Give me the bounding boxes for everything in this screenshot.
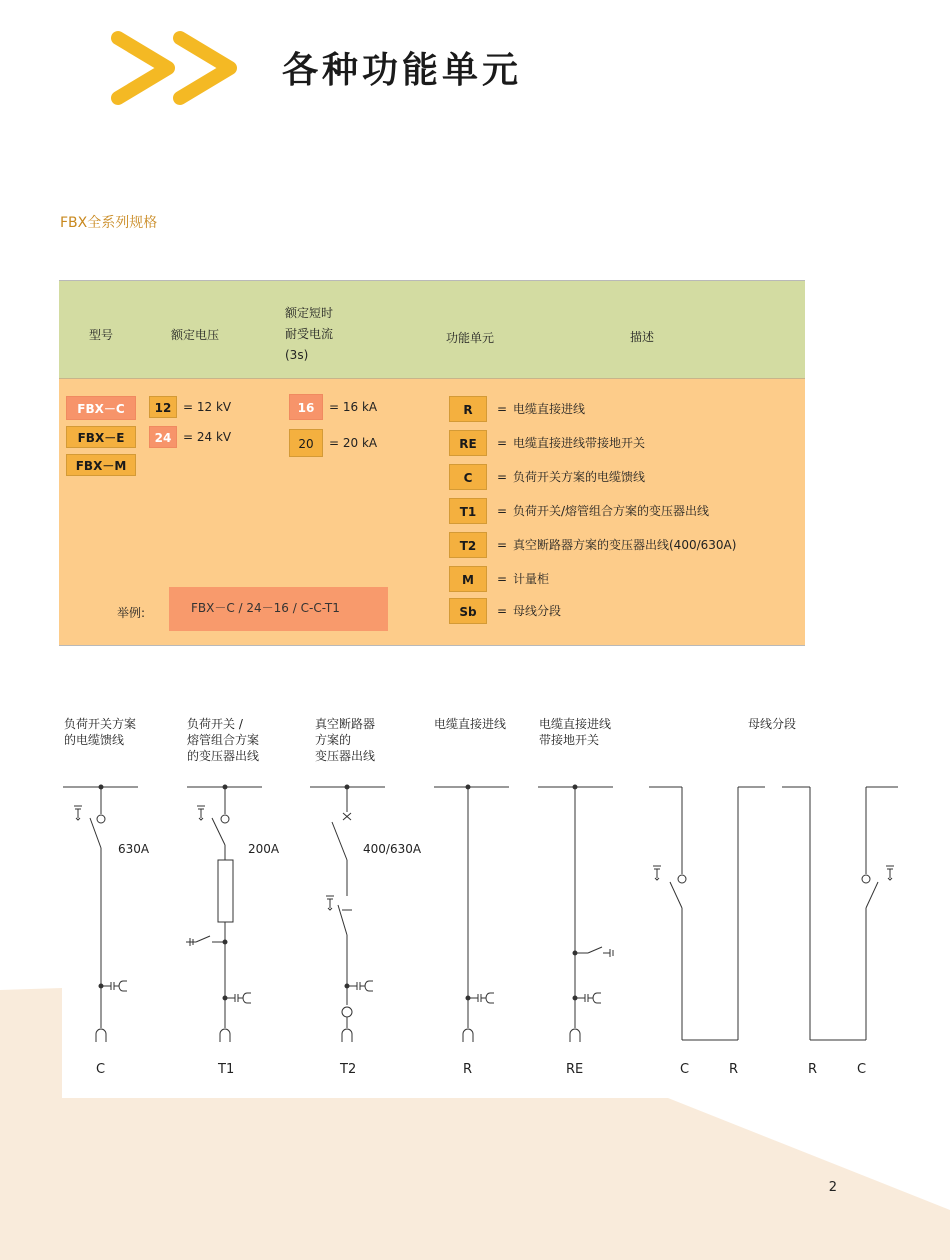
unit-eq-m: = (497, 572, 508, 586)
header-voltage: 额定电压 (171, 328, 220, 342)
header-current-line2: 耐受电流 (285, 327, 334, 341)
unit-code-sb: Sb (449, 598, 487, 624)
unit-code-t1: T1 (449, 498, 487, 524)
table-body (59, 379, 805, 645)
diagram-label-re-line1: 电缆直接进线 (539, 717, 612, 731)
unit-desc-t1: 负荷开关/熔管组合方案的变压器出线 (513, 504, 710, 518)
diagram-label-t1-line2: 熔管组合方案 (187, 733, 260, 747)
unit-code-re: RE (449, 430, 487, 456)
example-value: FBX－C / 24－16 / C-C-T1 (169, 587, 388, 631)
header-model: 型号 (89, 328, 114, 342)
current-code-20: 20 (289, 429, 323, 457)
diagram-busbar-section (649, 787, 898, 1040)
diagram-label-c-line1: 负荷开关方案 (64, 717, 137, 731)
chevron-logo-icon (108, 30, 258, 106)
unit-code-c: C (449, 464, 487, 490)
model-fbx-e: FBX－E (66, 426, 136, 448)
diagram-label-t1-line3: 的变压器出线 (187, 749, 260, 763)
page-title: 各种功能单元 (282, 50, 523, 91)
diagram-label-t1-line1: 负荷开关 / (187, 717, 243, 731)
unit-desc-sb: 母线分段 (513, 604, 562, 618)
diagram-label-r-line1: 电缆直接进线 (434, 717, 507, 731)
voltage-value-24: = 24 kV (183, 430, 232, 444)
diagram-c (63, 785, 138, 1042)
diagram-re (538, 785, 613, 1042)
unit-eq-re: = (497, 436, 508, 450)
diagram-code-t2: T2 (340, 1062, 357, 1077)
model-fbx-m: FBX－M (66, 454, 136, 476)
diagram-code-t1: T1 (218, 1062, 235, 1077)
spec-table (59, 280, 805, 646)
unit-desc-c: 负荷开关方案的电缆馈线 (513, 470, 646, 484)
diagram-t1 (186, 785, 262, 1042)
diagram-t2 (310, 785, 385, 1042)
header-current-line3: (3s) (285, 348, 309, 362)
unit-desc-t2: 真空断路器方案的变压器出线(400/630A) (513, 538, 737, 552)
diagram-label-t2-line3: 变压器出线 (315, 749, 376, 763)
diagram-label-c-line2: 的电缆馈线 (64, 733, 125, 747)
unit-code-r: R (449, 396, 487, 422)
busbar-code-1: C (680, 1062, 690, 1077)
unit-desc-m: 计量柜 (513, 572, 550, 586)
diagram-label-re-line2: 带接地开关 (539, 733, 600, 747)
unit-desc-r: 电缆直接进线 (513, 402, 586, 416)
current-value-16: = 16 kA (329, 400, 378, 414)
current-value-20: = 20 kA (329, 436, 378, 450)
single-line-diagrams (0, 700, 950, 1100)
header-function-unit: 功能单元 (446, 331, 495, 345)
diagram-label-t2-line2: 方案的 (315, 733, 352, 747)
unit-code-m: M (449, 566, 487, 592)
diagram-label-busbar: 母线分段 (748, 717, 797, 731)
unit-eq-c: = (497, 470, 508, 484)
unit-eq-r: = (497, 402, 508, 416)
rating-t1: 200A (248, 842, 280, 856)
unit-code-t2: T2 (449, 532, 487, 558)
diagram-r (434, 785, 509, 1042)
section-title: FBX全系列规格 (60, 215, 158, 231)
current-code-16: 16 (289, 394, 323, 420)
voltage-code-24: 24 (149, 426, 177, 448)
voltage-value-12: = 12 kV (183, 400, 232, 414)
page-number: 2 (828, 1180, 837, 1195)
header-current-line1: 额定短时 (285, 306, 334, 320)
rating-t2: 400/630A (363, 842, 422, 856)
unit-eq-sb: = (497, 604, 508, 618)
busbar-code-4: C (857, 1062, 867, 1077)
voltage-code-12: 12 (149, 396, 177, 418)
diagram-code-c: C (96, 1062, 106, 1077)
diagram-code-r: R (463, 1062, 473, 1077)
table-header-row (59, 281, 805, 379)
unit-eq-t1: = (497, 504, 508, 518)
diagram-code-re: RE (566, 1062, 584, 1077)
busbar-code-2: R (729, 1062, 739, 1077)
unit-eq-t2: = (497, 538, 508, 552)
unit-desc-re: 电缆直接进线带接地开关 (513, 436, 646, 450)
rating-c: 630A (118, 842, 150, 856)
diagram-label-t2-line1: 真空断路器 (315, 717, 376, 731)
header-description: 描述 (630, 330, 655, 344)
model-fbx-c: FBX－C (66, 396, 136, 420)
example-label: 举例: (117, 606, 146, 620)
busbar-code-3: R (808, 1062, 818, 1077)
